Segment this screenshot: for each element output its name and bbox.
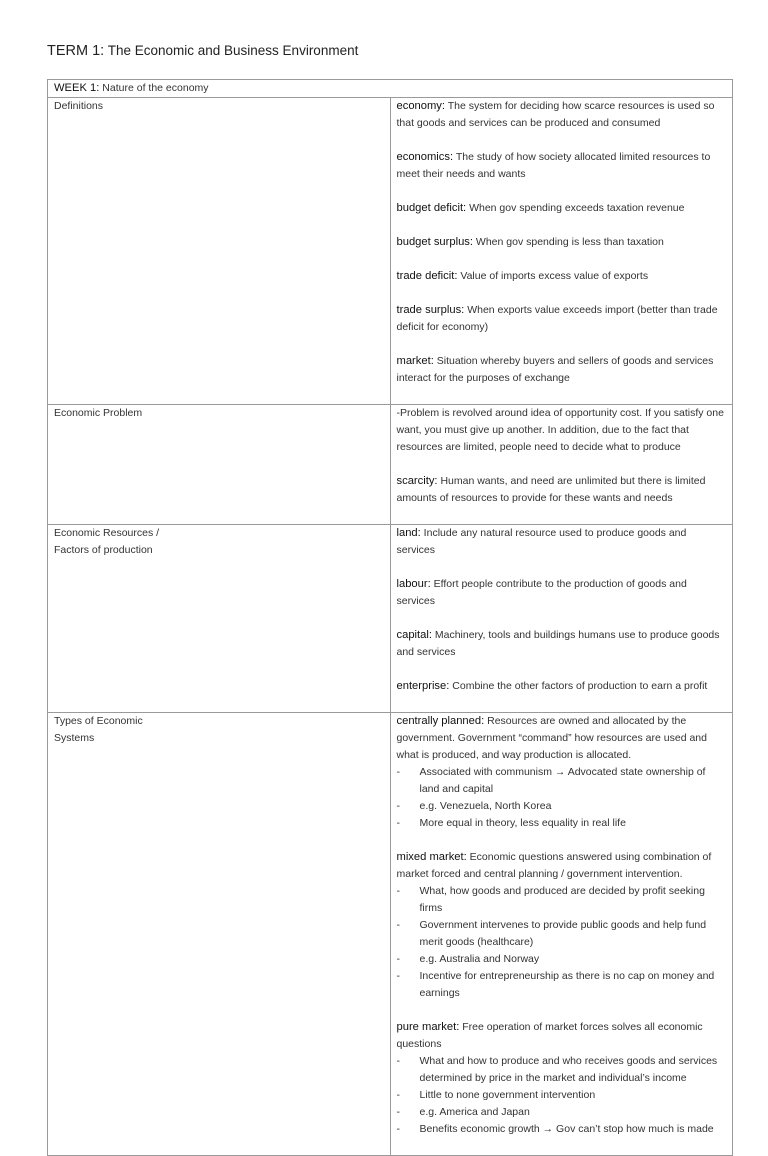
list-item: - e.g. America and Japan — [396, 1106, 530, 1118]
definition-term: mixed market: — [396, 851, 467, 863]
centrally-planned-definition — [397, 713, 727, 764]
definition-text: The system for deciding how scarce resources is used so that goods and services can be produced and consumed — [396, 100, 715, 129]
definitions-row — [48, 98, 733, 405]
definitions-content — [390, 98, 733, 405]
resources-label-line: Factors of production — [54, 544, 153, 556]
definitions-label: Definitions — [48, 98, 391, 405]
definition-term: budget surplus: — [396, 236, 473, 248]
resources-label — [48, 525, 391, 713]
resources-row — [48, 525, 733, 713]
definition-term: enterprise: — [396, 680, 450, 692]
page-title — [47, 43, 358, 59]
list-item: - Government intervenes to provide public goods and help fund merit goods (healthcare) — [396, 919, 707, 948]
definition-text: Effort people contribute to the production of goods and services — [396, 578, 687, 607]
week-label: WEEK 1: — [54, 82, 100, 94]
definition-text: Human wants, and need are unlimited but there is limited amounts of resources to provide for these wants and needs — [396, 475, 706, 504]
definition-budget-deficit — [397, 200, 727, 217]
week-title: Nature of the economy — [99, 82, 209, 94]
definition-enterprise — [397, 678, 727, 695]
economic-problem-content — [390, 405, 733, 525]
definition-capital — [397, 627, 727, 661]
definition-term: pure market: — [396, 1021, 460, 1033]
definition-text: Free operation of market forces solves all economic questions — [396, 1021, 703, 1050]
definition-text: When gov spending exceeds taxation revenue — [466, 202, 685, 214]
definition-term: scarcity: — [396, 475, 438, 487]
definition-term: trade surplus: — [396, 304, 465, 316]
definition-text: Machinery, tools and buildings humans use to produce goods and services — [396, 629, 720, 658]
systems-label-line: Types of Economic — [54, 715, 143, 727]
definition-term: budget deficit: — [396, 202, 467, 214]
resources-label-line: Economic Resources / — [54, 527, 160, 539]
definition-text: Combine the other factors of production to earn a profit — [449, 680, 708, 692]
list-item: - What, how goods and produced are decided by profit seeking firms — [396, 885, 705, 914]
definition-labour — [397, 576, 727, 610]
notes-table — [47, 79, 733, 1156]
systems-content — [390, 713, 733, 1156]
definition-term: centrally planned: — [396, 715, 485, 727]
systems-label-line: Systems — [54, 732, 95, 744]
list-item: - Benefits economic growth → Gov can’t stop how much is made — [396, 1123, 714, 1135]
list-item: - Little to none government intervention — [396, 1089, 596, 1101]
term-label: TERM 1: — [47, 43, 105, 59]
mixed-market-definition — [397, 849, 727, 883]
definition-term: capital: — [396, 629, 432, 641]
definition-text: Include any natural resource used to produce goods and services — [396, 527, 687, 556]
definition-term: economy: — [396, 100, 446, 112]
definition-text: Value of imports excess value of exports — [457, 270, 649, 282]
mixed-market-bullets — [397, 883, 727, 1002]
definition-land — [397, 525, 727, 559]
definition-term: labour: — [396, 578, 431, 590]
centrally-planned-bullets — [397, 764, 727, 832]
definition-trade-surplus — [397, 302, 727, 336]
definition-term: land: — [396, 527, 421, 539]
term-title: The Economic and Business Environment — [104, 43, 359, 58]
definition-text: Situation whereby buyers and sellers of goods and services interact for the purposes of exchange — [396, 355, 714, 384]
list-item: - More equal in theory, less equality in real life — [396, 817, 626, 829]
pure-market-definition — [397, 1019, 727, 1053]
definition-term: market: — [396, 355, 434, 367]
week-header — [48, 80, 733, 98]
list-item: - e.g. Venezuela, North Korea — [396, 800, 552, 812]
definition-text: When exports value exceeds import (better than trade deficit for economy) — [396, 304, 718, 333]
definition-text: The study of how society allocated limited resources to meet their needs and wants — [396, 151, 711, 180]
definition-budget-surplus — [397, 234, 727, 251]
definition-economics — [397, 149, 727, 183]
list-item: - What and how to produce and who receives goods and services determined by price in the market and individual’s income — [396, 1055, 718, 1084]
economic-problem-row — [48, 405, 733, 525]
list-item: - Incentive for entrepreneurship as there is no cap on money and earnings — [396, 970, 715, 999]
definition-term: economics: — [396, 151, 454, 163]
definition-term: trade deficit: — [396, 270, 458, 282]
week-header-row — [48, 80, 733, 98]
definition-economy — [397, 98, 727, 132]
systems-label — [48, 713, 391, 1156]
list-item: - e.g. Australia and Norway — [396, 953, 540, 965]
systems-row — [48, 713, 733, 1156]
definition-text: Resources are owned and allocated by the government. Government “command” how resources are used and what is produced, and way production is allocated. — [396, 715, 707, 761]
definition-trade-deficit — [397, 268, 727, 285]
definition-text: Economic questions answered using combination of market forced and central planning / government intervention. — [396, 851, 712, 880]
list-item: - Associated with communism → Advocated state ownership of land and capital — [396, 766, 706, 795]
economic-problem-label: Economic Problem — [48, 405, 391, 525]
pure-market-bullets — [397, 1053, 727, 1138]
economic-problem-intro: -Problem is revolved around idea of opportunity cost. If you satisfy one want, you must give up another. In addition, due to the fact that resources are limited, people need to decide what to produce — [396, 407, 724, 453]
definition-market — [397, 353, 727, 387]
definition-scarcity — [397, 473, 727, 507]
definition-text: When gov spending is less than taxation — [473, 236, 664, 248]
resources-content — [390, 525, 733, 713]
